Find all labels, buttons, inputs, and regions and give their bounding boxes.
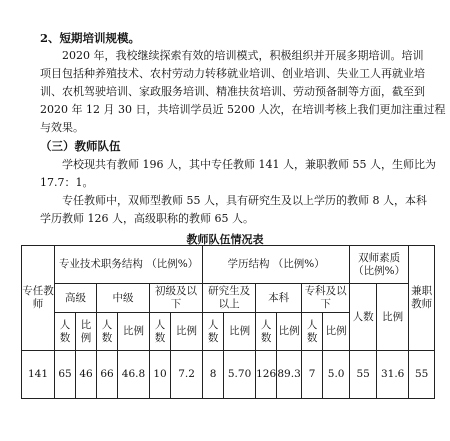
cell-dual-count: 55 [350, 351, 377, 399]
heading-short-term-training: 2、短期培训规模。 [40, 31, 141, 45]
table-caption: 教师队伍情况表 [186, 233, 264, 246]
cell-dual-ratio: 31.6 [377, 351, 409, 399]
cell-college-count: 7 [302, 351, 323, 399]
cell-senior-ratio: 46 [76, 351, 97, 399]
text-line: 训、农机驾驶培训、家政服务培训、精准扶贫培训、劳动预备制等方面，截至到 [40, 85, 425, 98]
header-count: 人数 [350, 284, 377, 351]
cell-graduate-ratio: 5.70 [224, 351, 256, 399]
header-bachelor: 本科 [256, 284, 302, 313]
header-parttime-teachers: 兼职教师 [409, 246, 435, 351]
header-count: 人数 [55, 313, 76, 351]
header-ratio: 比例 [171, 313, 203, 351]
cell-bachelor-count: 126 [256, 351, 277, 399]
header-ratio: 比例 [118, 313, 150, 351]
cell-senior-count: 65 [55, 351, 76, 399]
header-middle: 中级 [97, 284, 150, 313]
text-line: 2020 年，我校继续探索有效的培训模式，积极组织并开展多期培训。培训 [62, 49, 424, 62]
table-row [22, 351, 435, 399]
header-education-structure: 学历结构 （比例%） [203, 246, 350, 284]
section-heading-teachers: （三）教师队伍 [40, 139, 121, 153]
header-senior: 高级 [55, 284, 97, 313]
text-line: 17.7：1。 [40, 176, 94, 189]
header-count: 人数 [150, 313, 171, 351]
header-count: 人数 [203, 313, 224, 351]
header-ratio: 比例 [377, 284, 409, 351]
text-line: 与效果。 [40, 121, 84, 134]
header-college: 专科及以下 [302, 284, 350, 313]
cell-middle-ratio: 46.8 [118, 351, 150, 399]
cell-middle-count: 66 [97, 351, 118, 399]
header-count: 人数 [256, 313, 277, 351]
cell-junior-count: 10 [150, 351, 171, 399]
text-line: 学历教师 126 人，高级职称的教师 65 人。 [40, 212, 254, 225]
header-ratio: 比例 [76, 313, 97, 351]
text-line: 项目包括种养殖技术、农村劳动力转移就业培训、创业培训、失业工人再就业培 [40, 67, 425, 80]
cell-parttime: 55 [409, 351, 435, 399]
cell-college-ratio: 5.0 [323, 351, 350, 399]
header-count: 人数 [97, 313, 118, 351]
header-title-structure: 专业技术职务结构 （比例%） [55, 246, 203, 284]
header-fulltime-teachers: 专任教师 [22, 246, 55, 351]
header-junior: 初级及以下 [150, 284, 203, 313]
header-ratio: 比例 [323, 313, 350, 351]
header-ratio: 比例 [224, 313, 256, 351]
cell-graduate-count: 8 [203, 351, 224, 399]
header-dual-qualified: 双师素质（比例%） [350, 246, 409, 284]
header-graduate: 研究生及以上 [203, 284, 256, 313]
header-count: 人数 [302, 313, 323, 351]
text-line: 学校现共有教师 196 人，其中专任教师 141 人，兼职教师 55 人，生师比为 [62, 158, 436, 171]
cell-junior-ratio: 7.2 [171, 351, 203, 399]
teacher-table [21, 245, 435, 399]
header-ratio: 比例 [277, 313, 302, 351]
cell-fulltime: 141 [22, 351, 55, 399]
text-line: 专任教师中，双师型教师 55 人，具有研究生及以上学历的教师 8 人，本科 [62, 194, 427, 207]
cell-bachelor-ratio: 89.3 [277, 351, 302, 399]
text-line: 2020 年 12 月 30 日，共培训学员近 5200 人次，在培训考核上我们更加注重过程 [40, 103, 446, 116]
